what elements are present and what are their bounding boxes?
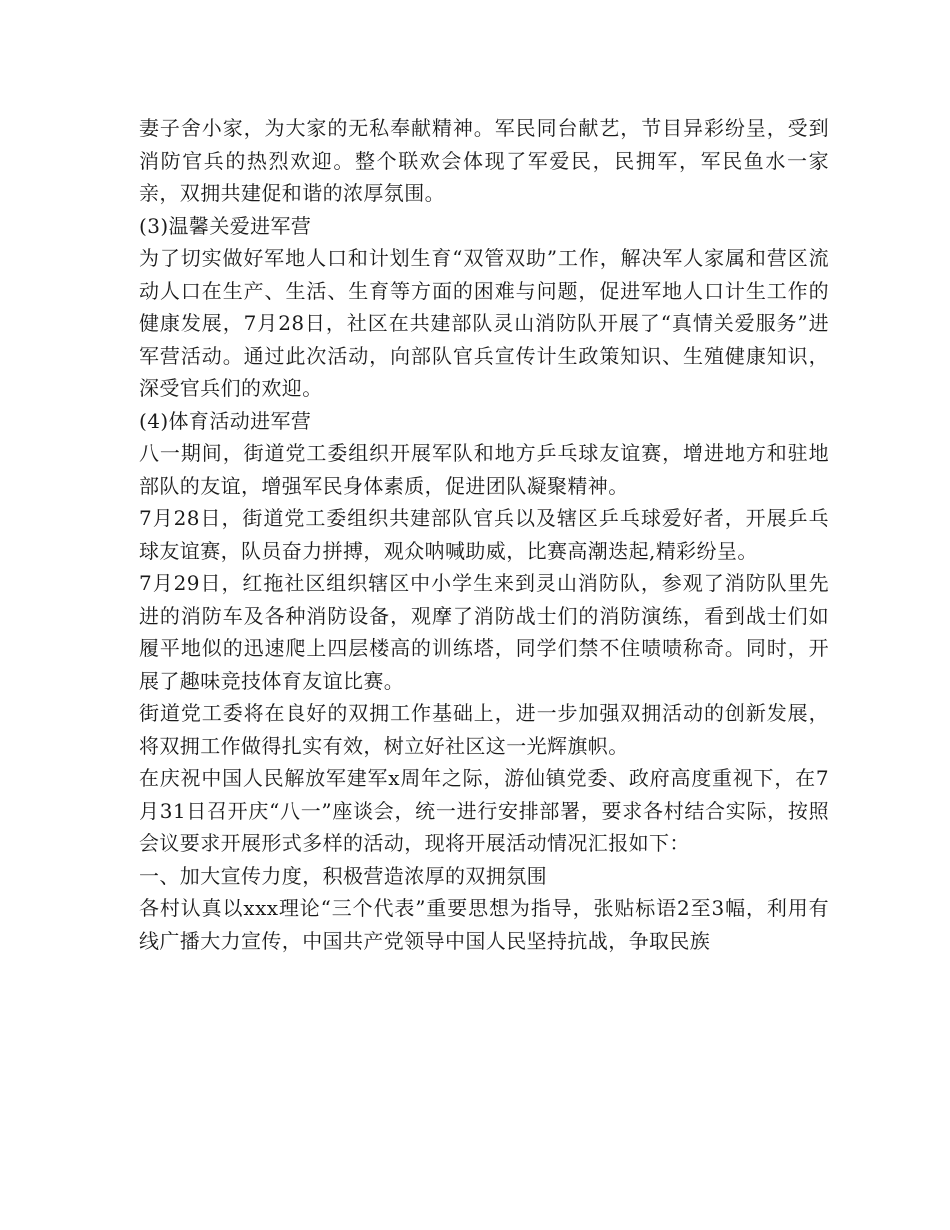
document-body	[139, 112, 829, 957]
paragraph-7: 在庆祝中国人民解放军建军x周年之际，游仙镇党委、政府高度重视下，在7月31日召开庆“八一”座谈会，统一进行安排部署，要求各村结合实际，按照会议要求开展形式多样的活动，现将开展活动情况汇报如下：	[139, 766, 829, 855]
section-heading-3: (3)温馨关爱进军营	[139, 213, 312, 238]
paragraph-2: 为了切实做好军地人口和计划生育“双管双助”工作，解决军人家属和营区流动人口在生产、生活、生育等方面的困难与问题，促进军地人口计生工作的健康发展，7月28日，社区在共建部队灵山消防队开展了“真情关爱服务”进军营活动。通过此次活动，向部队官兵宣传计生政策知识、生殖健康知识，深受官兵们的欢迎。	[139, 246, 829, 400]
section-heading-1: 一、加大宣传力度，积极营造浓厚的双拥氛围	[139, 863, 547, 888]
paragraph-8: 各村认真以xxx理论“三个代表”重要思想为指导，张贴标语2至3幅，利用有线广播大力宣传，中国共产党领导中国人民坚持抗战，争取民族	[139, 896, 829, 953]
paragraph-3: 八一期间，街道党工委组织开展军队和地方乒乓球友谊赛，增进地方和驻地部队的友谊，增强军民身体素质，促进团队凝聚精神。	[139, 441, 829, 498]
section-heading-4: (4)体育活动进军营	[139, 408, 312, 433]
paragraph-5: 7月29日，红拖社区组织辖区中小学生来到灵山消防队，参观了消防队里先进的消防车及各种消防设备，观摩了消防战士们的消防演练，看到战士们如履平地似的迅速爬上四层楼高的训练塔，同学们禁不住啧啧称奇。同时，开展了趣味竞技体育友谊比赛。	[139, 571, 829, 693]
paragraph-1: 妻子舍小家，为大家的无私奉献精神。军民同台献艺，节目异彩纷呈，受到消防官兵的热烈欢迎。整个联欢会体现了军爱民，民拥军，军民鱼水一家亲，双拥共建促和谐的浓厚氛围。	[139, 116, 829, 205]
paragraph-6: 街道党工委将在良好的双拥工作基础上，进一步加强双拥活动的创新发展，将双拥工作做得扎实有效，树立好社区这一光辉旗帜。	[139, 701, 829, 758]
paragraph-4: 7月28日，街道党工委组织共建部队官兵以及辖区乒乓球爱好者，开展乒乓球友谊赛，队员奋力拼搏，观众呐喊助威，比赛高潮迭起,精彩纷呈。	[139, 506, 829, 563]
